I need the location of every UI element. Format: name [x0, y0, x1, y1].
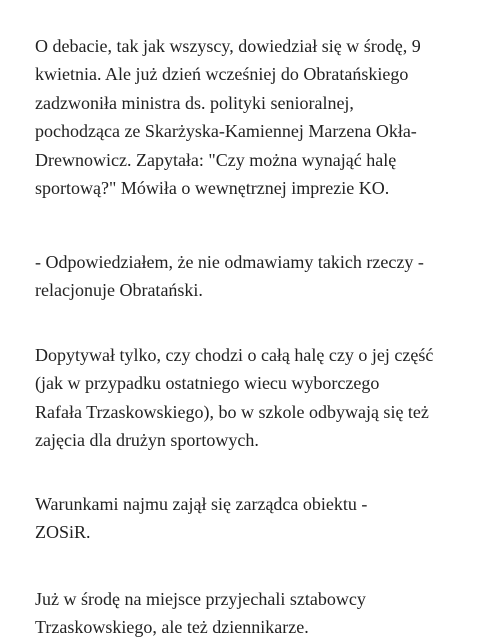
article-paragraph-1 [35, 32, 475, 202]
paragraph-line: Warunkami najmu zajął się zarządca obiektu - [35, 494, 368, 514]
paragraph-line: sportową?" Mówiła o wewnętrznej imprezie KO. [35, 178, 390, 199]
paragraph-line: (jak w przypadku ostatniego wiecu wyborczego [35, 373, 380, 394]
article-paragraph-5 [35, 585, 475, 642]
paragraph-line: Drewnowicz. Zapytała: "Czy można wynająć halę [35, 149, 397, 170]
article-paragraph-4 [35, 490, 475, 547]
paragraph-line: O debacie, tak jak wszyscy, dowiedział się w środę, 9 [35, 36, 421, 56]
paragraph-line: zajęcia dla drużyn sportowych. [35, 430, 259, 451]
paragraph-line: pochodząca ze Skarżyska-Kamiennej Marzena Okła- [35, 121, 417, 142]
article-paragraph-2 [35, 248, 475, 305]
article-paragraph-3 [35, 341, 475, 455]
paragraph-line: Trzaskowskiego, ale też dziennikarze. [35, 617, 309, 638]
paragraph-line: Już w środę na miejsce przyjechali sztabowcy [35, 589, 366, 609]
paragraph-line: kwietnia. Ale już dzień wcześniej do Obratańskiego [35, 64, 409, 85]
paragraph-line: Dopytywał tylko, czy chodzi o całą halę czy o jej część [35, 345, 434, 365]
paragraph-line: Rafała Trzaskowskiego), bo w szkole odbywają się też [35, 401, 429, 422]
paragraph-line: zadzwoniła ministra ds. polityki senioralnej, [35, 92, 354, 113]
paragraph-line: relacjonuje Obratański. [35, 280, 203, 301]
paragraph-line: ZOSiR. [35, 522, 91, 543]
paragraph-line: - Odpowiedziałem, że nie odmawiamy takich rzeczy - [35, 252, 424, 272]
